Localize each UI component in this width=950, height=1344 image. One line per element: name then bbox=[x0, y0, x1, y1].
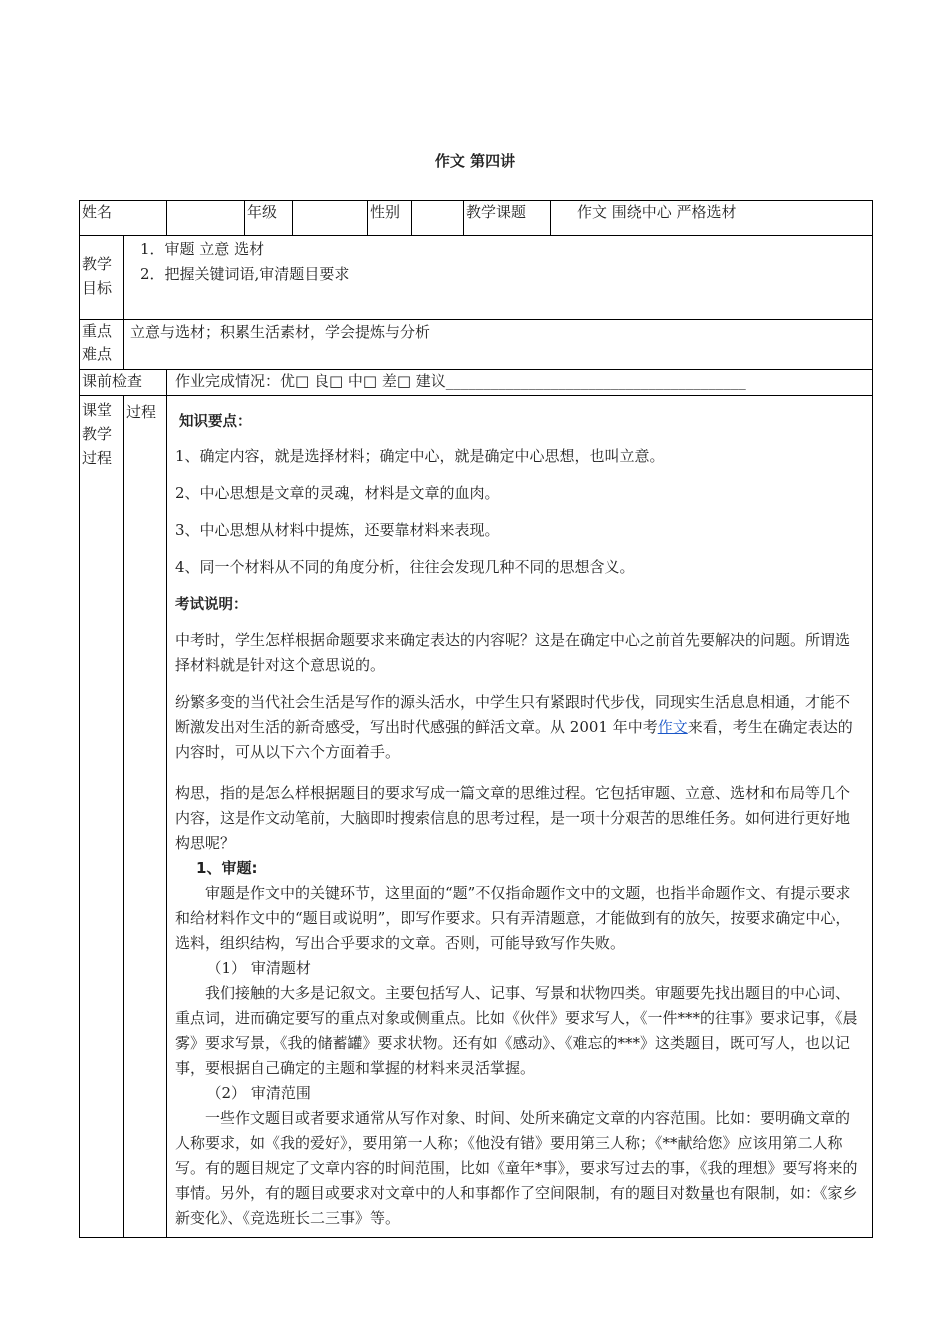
topic-label: 教学课题 bbox=[464, 201, 551, 236]
sub2-heading: （2） 审清范围 bbox=[206, 1084, 311, 1102]
key-points-row bbox=[80, 320, 873, 370]
goals-label: 教学目标 bbox=[80, 236, 124, 320]
key-points-content: 立意与选材；积累生活素材，学会提炼与分析 bbox=[124, 320, 873, 370]
sub2-paragraph: 一些作文题目或者要求通常从写作对象、时间、处所来确定文章的内容范围。比如：要明确文章的人称要求，如《我的爱好》，要用第一人称；《他没有错》要用第三人称；《**献给您》应该用第二人称写。有的题目规定了文章内容的时间范围，比如《童年*事》，要求写过去的事，《我的理想》要写将来的事情。另外，有的题目或要求对文章中的人和事都作了空间限制，有的题目对数量也有限制，如：《家乡新变化》、《竞选班长二三事》等。 bbox=[175, 1109, 858, 1227]
precheck-content: 作业完成情况：优□ 良□ 中□ 差□ 建议________________________________________ bbox=[167, 370, 873, 396]
knowledge-heading: 知识要点： bbox=[179, 414, 252, 430]
shenti-heading: 1、审题: bbox=[196, 859, 258, 877]
precheck-label: 课前检查 bbox=[80, 370, 167, 396]
shenti-paragraph: 审题是作文中的关键环节，这里面的“题”不仅指命题作文中的文题，也指半命题作文、有提示要求和给材料作文中的“题目或说明”，即写作要求。只有弄清题意，才能做到有的放矢，按要求确定中心，选料，组织结构，写出合乎要求的文章。否则，可能导致写作失败。 bbox=[175, 884, 851, 952]
grade-value[interactable] bbox=[293, 201, 368, 236]
goals-content bbox=[124, 236, 873, 320]
knowledge-point: 1、确定内容，就是选择材料；确定中心，就是确定中心思想，也叫立意。 bbox=[175, 447, 665, 465]
lesson-plan-table bbox=[79, 200, 873, 1238]
goal-item: 2．把握关键词语,审清题目要求 bbox=[140, 265, 350, 283]
sub1-heading: （1） 审清题材 bbox=[206, 959, 311, 977]
knowledge-point: 2、中心思想是文章的灵魂，材料是文章的血肉。 bbox=[175, 484, 500, 502]
name-label: 姓名 bbox=[80, 201, 167, 236]
knowledge-point: 4、同一个材料从不同的角度分析，往往会发现几种不同的思想含义。 bbox=[175, 558, 635, 576]
essay-link[interactable]: 作文 bbox=[657, 718, 688, 736]
process-content bbox=[167, 396, 873, 1238]
topic-value: 作文 围绕中心 严格选材 bbox=[551, 201, 873, 236]
process-inner-label: 过程 bbox=[124, 396, 167, 1238]
header-row bbox=[80, 201, 873, 236]
goals-row bbox=[80, 236, 873, 320]
gender-value[interactable] bbox=[412, 201, 464, 236]
concept-paragraph: 构思，指的是怎么样根据题目的要求写成一篇文章的思维过程。它包括审题、立意、选材和布局等几个内容，这是作文动笔前，大脑即时搜索信息的思考过程，是一项十分艰苦的思维任务。如何进行更好地构思呢？ bbox=[175, 784, 851, 852]
document-title: 作文 第四讲 bbox=[434, 152, 516, 170]
gender-label: 性别 bbox=[368, 201, 412, 236]
knowledge-point: 3、中心思想从材料中提炼，还要靠材料来表现。 bbox=[175, 521, 500, 539]
process-outer-label: 课堂教学过程 bbox=[80, 396, 124, 1238]
exam-paragraph-1: 中考时，学生怎样根据命题要求来确定表达的内容呢？这是在确定中心之前首先要解决的问题。所谓选择材料就是针对这个意思说的。 bbox=[175, 631, 851, 674]
exam-paragraph-2-text: 纷繁多变的当代社会生活是写作的源头活水，中学生只有紧跟时代步伐，同现实生活息息相通，才能不断激发出对生活的新奇感受，写出时代感强的鲜活文章。从 2001 年中考 bbox=[175, 693, 851, 736]
key-points-label: 重点难点 bbox=[80, 320, 124, 370]
process-row bbox=[80, 396, 873, 1238]
name-value[interactable] bbox=[167, 201, 245, 236]
grade-label: 年级 bbox=[245, 201, 293, 236]
exam-paragraph-2 bbox=[175, 690, 864, 765]
precheck-row bbox=[80, 370, 873, 396]
sub1-paragraph: 我们接触的大多是记叙文。主要包括写人、记事、写景和状物四类。审题要先找出题目的中心词、重点词，进而确定要写的重点对象或侧重点。比如《伙伴》要求写人，《一件***的往事》要求记事，《晨雾》要求写景，《我的储蓄罐》要求状物。还有如《感动》、《难忘的***》这类题目，既可写人，也以记事，要根据自己确定的主题和掌握的材料来灵活掌握。 bbox=[175, 984, 858, 1077]
exam-paragraph-2-tail: 来看，考生在确定表达的内容时，可从以下六个方面着手。 bbox=[175, 718, 853, 761]
exam-heading: 考试说明： bbox=[175, 597, 248, 613]
goal-item: 1．审题 立意 选材 bbox=[140, 240, 265, 258]
